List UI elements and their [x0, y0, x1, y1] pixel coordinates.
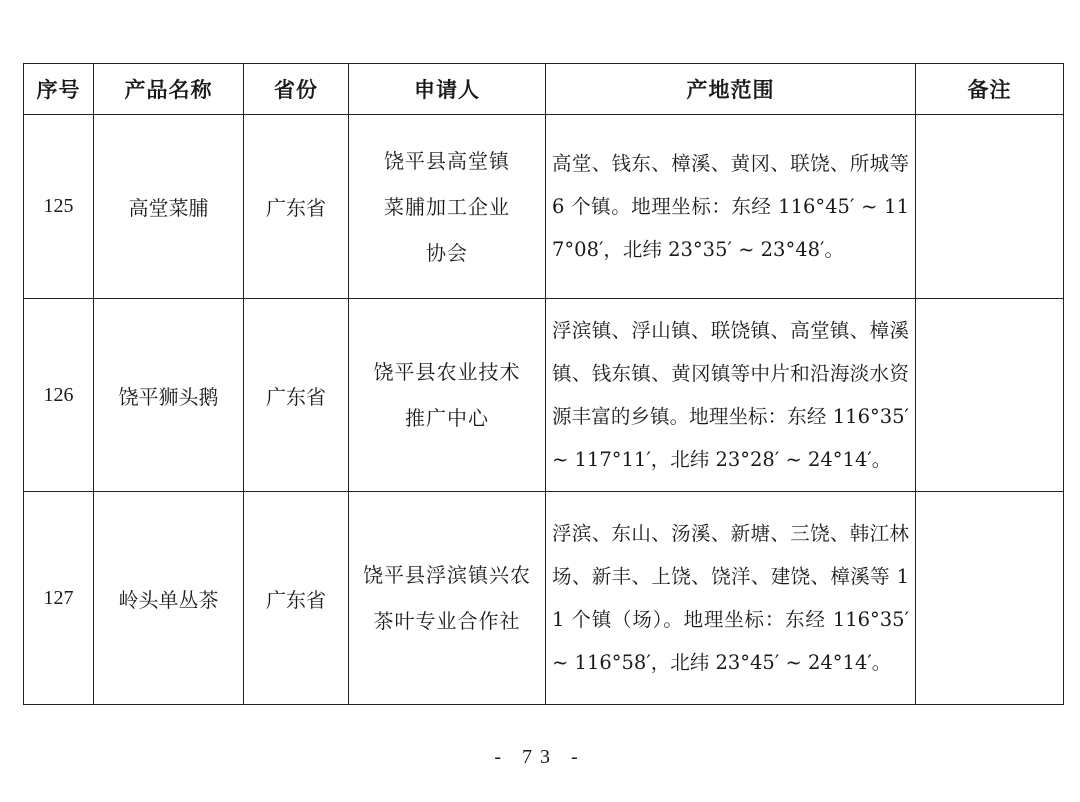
row-serial-no: 125: [24, 115, 94, 299]
applicant-line: 饶平县农业技术: [373, 360, 521, 384]
table-row: [24, 115, 1064, 299]
applicant-line: 菜脯加工企业: [384, 194, 510, 219]
row-province: 广东省: [244, 492, 349, 705]
table-row: [24, 299, 1064, 492]
header-remark: 备注: [916, 64, 1064, 115]
row-applicant: [349, 492, 546, 705]
row-product-name: 岭头单丛茶: [94, 492, 244, 705]
header-origin-range: 产地范围: [546, 64, 916, 115]
row-remark: [916, 492, 1064, 705]
header-province: 省份: [244, 64, 349, 115]
row-origin-range: 浮滨、东山、汤溪、新塘、三饶、韩江林场、新丰、上饶、饶洋、建饶、樟溪等 11 个镇（场）。地理坐标：东经 116°35′ ~ 116°58′，北纬 23°45′ ~ 24°14′。: [546, 492, 916, 705]
applicant-line: 饶平县浮滨镇兴农: [363, 563, 531, 587]
applicant-line: 推广中心: [405, 406, 489, 430]
row-product-name: 高堂菜脯: [94, 115, 244, 299]
applicant-line: 茶叶专业合作社: [373, 609, 521, 633]
row-serial-no: 127: [24, 492, 94, 705]
header-applicant: 申请人: [349, 64, 546, 115]
page-number: - 73 -: [494, 746, 586, 768]
row-province: 广东省: [244, 115, 349, 299]
row-origin-range: 高堂、钱东、樟溪、黄冈、联饶、所城等 6 个镇。地理坐标：东经 116°45′ ~ 117°08′，北纬 23°35′ ~ 23°48′。: [546, 115, 916, 299]
row-origin-range: 浮滨镇、浮山镇、联饶镇、高堂镇、樟溪镇、钱东镇、黄冈镇等中片和沿海淡水资源丰富的乡镇。地理坐标：东经 116°35′ ~ 117°11′，北纬 23°28′ ~ 24°14′。: [546, 299, 916, 492]
row-province: 广东省: [244, 299, 349, 492]
applicant-line: 协会: [426, 240, 468, 265]
row-remark: [916, 115, 1064, 299]
row-applicant: [349, 299, 546, 492]
row-remark: [916, 299, 1064, 492]
row-serial-no: 126: [24, 299, 94, 492]
table-row: [24, 492, 1064, 705]
applicant-line: 饶平县高堂镇: [384, 148, 510, 173]
header-product-name: 产品名称: [94, 64, 244, 115]
row-applicant: [349, 115, 546, 299]
row-product-name: 饶平狮头鹅: [94, 299, 244, 492]
product-table: [23, 63, 1064, 705]
table-header-row: [24, 64, 1064, 115]
header-serial-no: 序号: [24, 64, 94, 115]
